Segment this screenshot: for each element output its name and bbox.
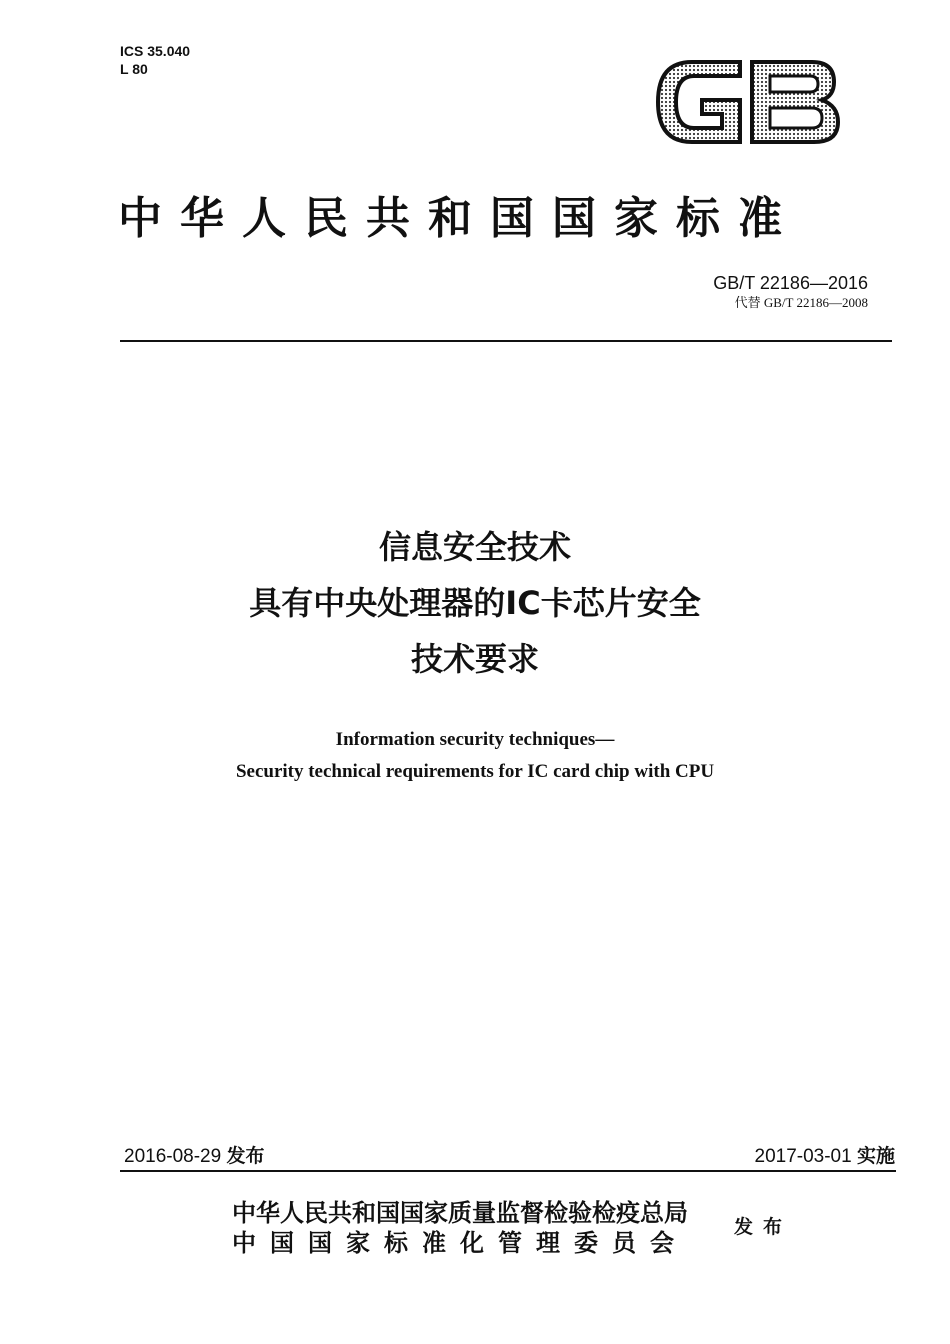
implement-date-value: 2017-03-01 <box>754 1146 852 1167</box>
title-cn-line3: 技术要求 <box>410 640 539 678</box>
gb-logo <box>652 52 842 152</box>
publish-date-label: 发布 <box>226 1145 265 1167</box>
standard-number-block <box>713 272 868 312</box>
issuing-authorities <box>232 1198 688 1258</box>
document-title-cn <box>0 523 950 683</box>
issuer-line2: 中国国家标准化管理委员会 <box>232 1228 688 1257</box>
implement-date <box>755 1141 896 1168</box>
title-cn-line2: 具有中央处理器的IC卡芯片安全 <box>249 584 701 622</box>
implement-date-label: 实施 <box>856 1145 895 1167</box>
publish-date-value: 2016-08-29 <box>124 1146 222 1167</box>
issuer-action: 发布 <box>734 1216 793 1238</box>
ics-code: ICS 35.040 <box>120 43 191 59</box>
title-en-line1: Information security techniques— <box>335 729 615 750</box>
ccs-code: L 80 <box>120 61 148 77</box>
header-divider <box>120 340 892 342</box>
standard-number: GB/T 22186—2016 <box>713 273 868 293</box>
publish-date <box>124 1141 265 1168</box>
document-title-en <box>0 724 950 788</box>
title-cn-line1: 信息安全技术 <box>378 528 571 566</box>
title-en-line2: Security technical requirements for IC card chip with CPU <box>235 761 715 782</box>
issuer-line1: 中华人民共和国国家质量监督检验检疫总局 <box>232 1198 688 1227</box>
standard-title-cn: 中华人民共和国国家标准 <box>118 193 800 244</box>
footer-divider <box>120 1170 896 1172</box>
replaces-standard: 代替 GB/T 22186—2008 <box>734 295 868 310</box>
classification-codes <box>120 42 190 78</box>
